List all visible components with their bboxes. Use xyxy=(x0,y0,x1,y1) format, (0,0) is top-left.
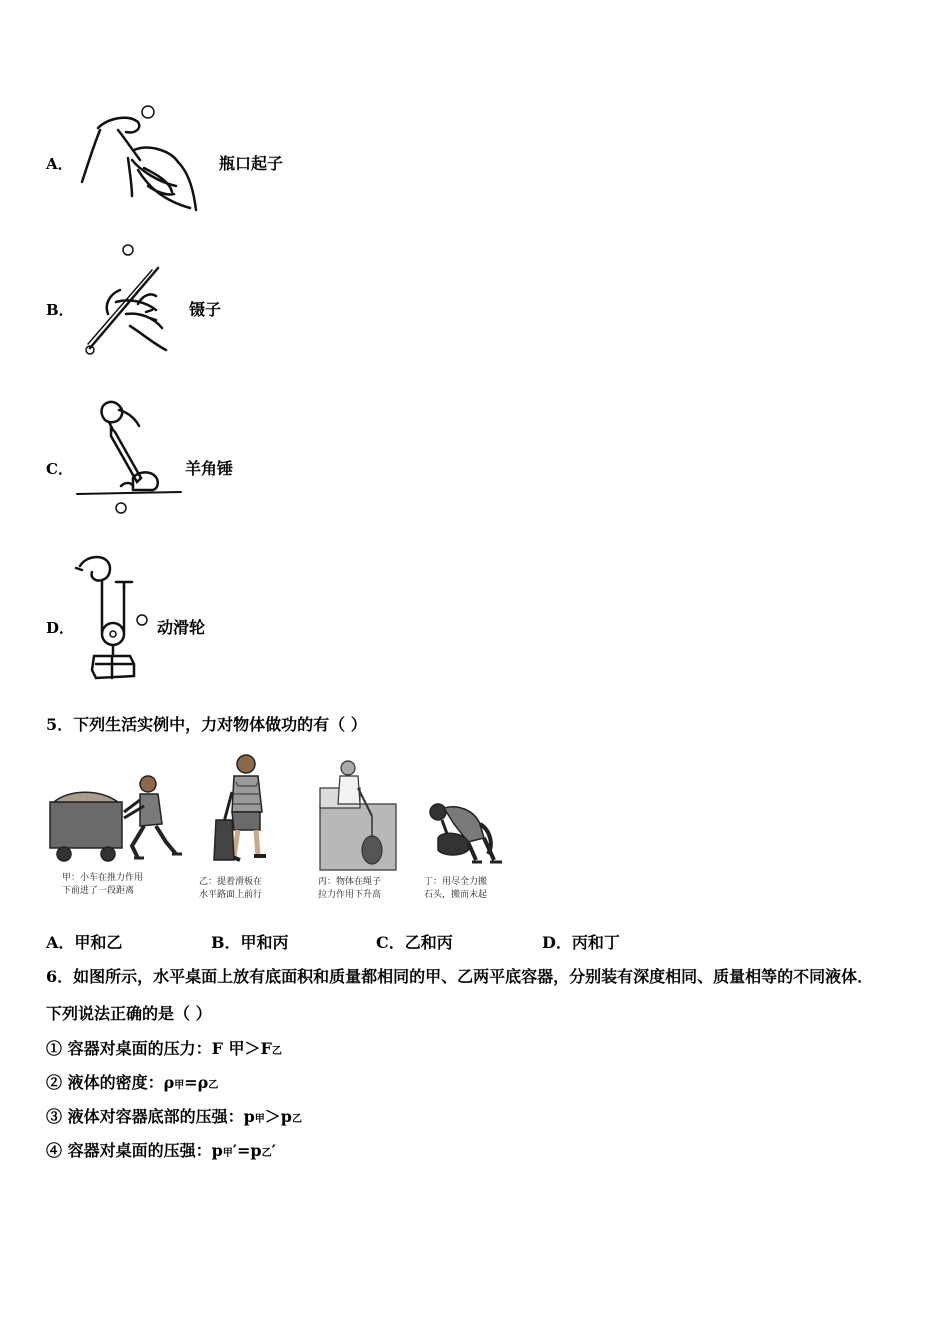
claw-hammer-figure xyxy=(75,398,185,518)
option-a-letter: A． xyxy=(46,155,73,173)
q5-choice-b[interactable]: B．甲和丙 xyxy=(211,933,289,952)
caption-yi: 乙：提着滑板在 水平路面上前行 xyxy=(199,877,263,900)
option-d-label: 动滑轮 xyxy=(157,618,206,637)
q6-statement-3: ③ 液体对容器底部的压强：p甲＞p乙 xyxy=(46,1107,302,1126)
caption-jia: 甲：小车在推力作用 下前进了一段距离 xyxy=(62,873,144,896)
q6-statement-1: ① 容器对桌面的压力：F 甲＞F乙 xyxy=(46,1039,282,1058)
option-d-letter: D． xyxy=(46,619,75,637)
q6-stem-line1: 6．如图所示，水平桌面上放有底面积和质量都相同的甲、乙两平底容器，分别装有深度相同、质量相等的不同液体． xyxy=(46,967,874,986)
lifting-stone-figure xyxy=(424,798,504,868)
option-a-label: 瓶口起子 xyxy=(219,154,284,173)
movable-pulley-figure xyxy=(72,552,162,687)
q5-choice-c[interactable]: C．乙和丙 xyxy=(376,933,453,952)
q6-statement-2: ② 液体的密度：ρ甲=ρ乙 xyxy=(46,1073,219,1092)
rope-lift-figure xyxy=(318,758,398,873)
tweezers-figure xyxy=(80,240,180,360)
option-c-letter: C． xyxy=(46,460,73,478)
carrying-bag-figure xyxy=(210,752,280,872)
option-b-label: 镊子 xyxy=(189,300,222,319)
q6-statement-4: ④ 容器对桌面的压强：p甲′=p乙′ xyxy=(46,1141,276,1160)
q5-choice-a[interactable]: A．甲和乙 xyxy=(46,933,123,952)
option-b-letter: B． xyxy=(46,301,74,319)
bottle-opener-figure xyxy=(78,100,208,215)
q5-choice-d[interactable]: D．丙和丁 xyxy=(542,933,620,952)
option-c-label: 羊角锤 xyxy=(185,459,234,478)
q6-stem-line2: 下列说法正确的是（ ） xyxy=(46,1004,212,1023)
caption-ding: 丁：用尽全力搬 石头，搬而未起 xyxy=(424,877,488,900)
q5-stem: 5．下列生活实例中，力对物体做功的有（ ） xyxy=(46,715,367,734)
pushing-cart-figure xyxy=(48,770,188,865)
caption-bing: 丙：物体在绳子 拉力作用下升高 xyxy=(318,877,382,900)
